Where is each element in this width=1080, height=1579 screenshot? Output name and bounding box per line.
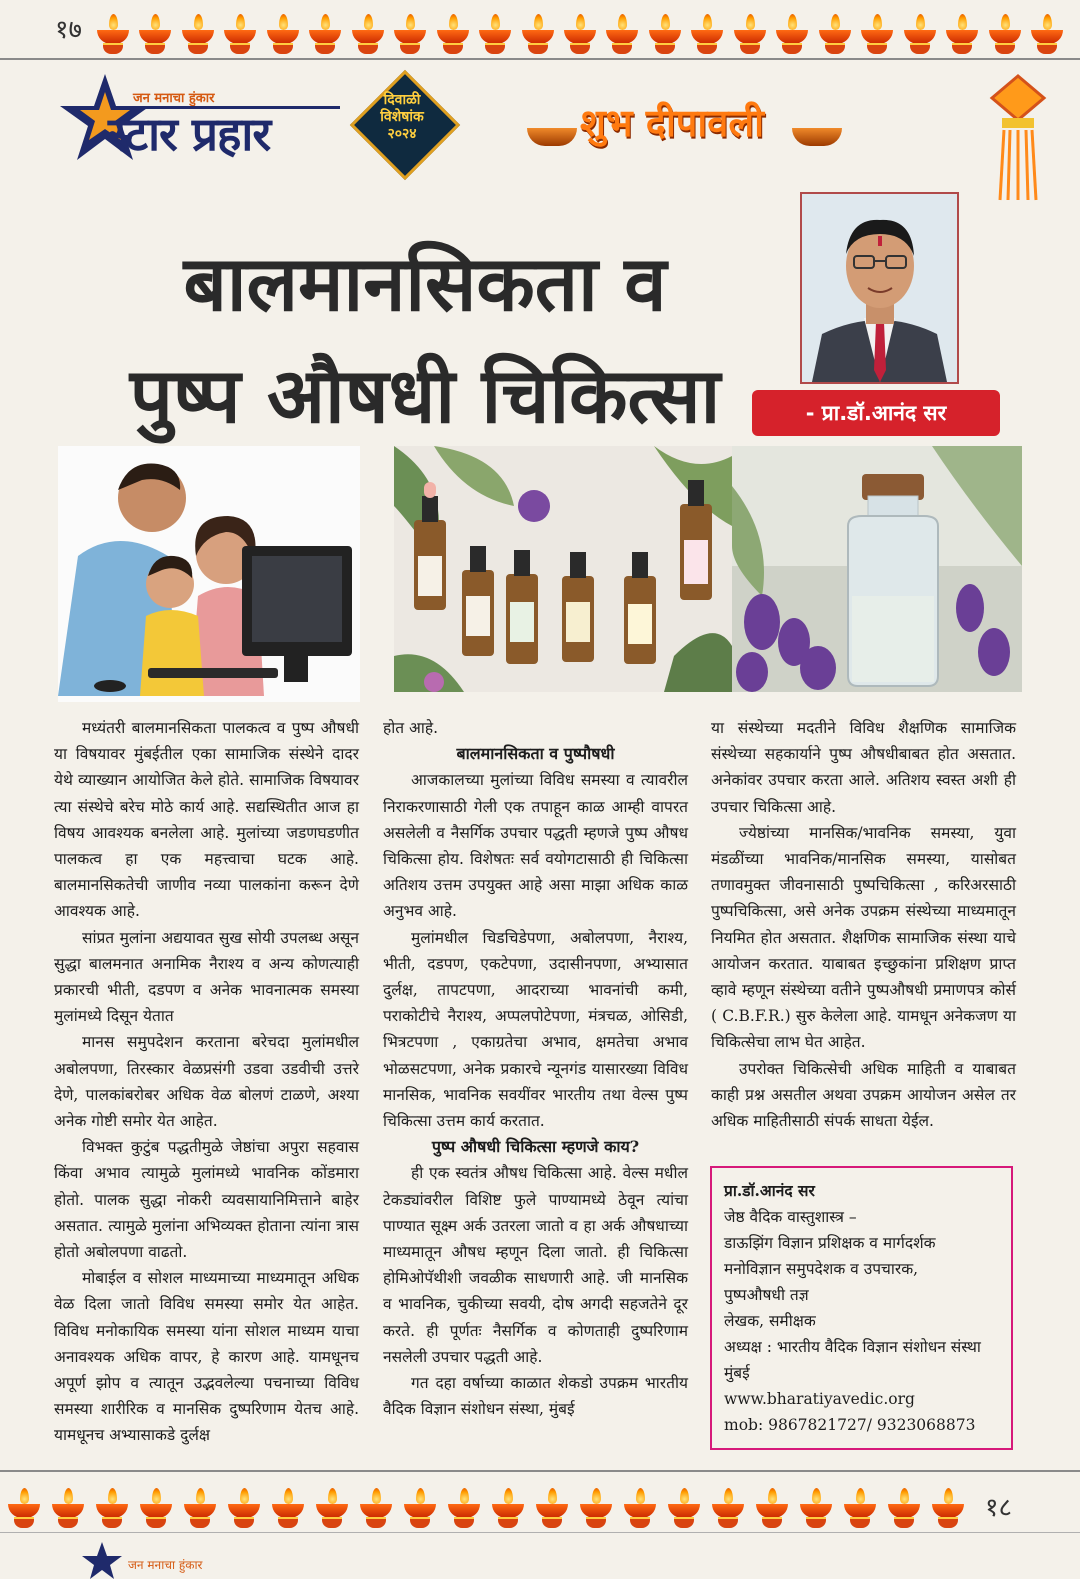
- headline-line-2: पुष्प औषधी चिकित्सा: [129, 351, 721, 440]
- diya-lamp-icon: [774, 12, 810, 56]
- info-box-phone: mob: 9867821727/ 9323068873: [724, 1416, 976, 1434]
- diya-right-icon: [792, 128, 842, 146]
- col2-paragraph: गत दहा वर्षाच्या काळात शेकडो उपक्रम भारतीय वैदिक विज्ञान संशोधन संस्था, मुंबई: [383, 1374, 688, 1419]
- info-box-line: लेखक, समीक्षक: [724, 1312, 816, 1330]
- greeting-title: शुभ दीपावली: [580, 101, 764, 145]
- article-column-3: [711, 715, 1016, 1134]
- badge-line-3: २०२४: [387, 126, 417, 142]
- col3-paragraph: उपरोक्त चिकित्सेची अधिक माहिती व याबाबत काही प्रश्न असतील अथवा उपक्रम आयोजन असेल तर अधिक माहितीसाठी संपर्क साधता येईल.: [711, 1059, 1016, 1131]
- diya-lamp-icon: [358, 1486, 394, 1530]
- bottom-edge-divider: [0, 1532, 1080, 1533]
- diya-lamp-icon: [307, 12, 343, 56]
- diya-lamp-icon: [50, 1486, 86, 1530]
- page-number-bottom: १८: [985, 1493, 1013, 1523]
- top-divider: [0, 58, 1080, 60]
- info-box-name: प्रा.डॉ.आनंद सर: [724, 1181, 815, 1200]
- col1-paragraph: मानस समुपदेशन करताना बरेचदा मुलांमधील अबोलपणा, तिरस्कार वेळप्रसंगी उडवा उडवीची उत्तरे देणे, पालकांबरोबर अधिक वेळ बोलणं टाळणे, अश्या अनेक गोष्टी समोर येत आहेत.: [54, 1033, 359, 1131]
- masthead-tagline: जन मनाचा हुंकार: [133, 91, 215, 106]
- diya-lamp-icon: [392, 12, 428, 56]
- diya-lamp-icon: [798, 1486, 834, 1530]
- diya-lamp-icon: [987, 12, 1023, 56]
- diya-lamp-icon: [578, 1486, 614, 1530]
- family-computer-photo: [58, 446, 360, 702]
- col2-paragraph: आजकालच्या मुलांच्या विविध समस्या व त्यावरील निराकरणासाठी गेली एक तपाहून काळ आम्ही वापरत असलेली व नैसर्गिक उपचार पद्धती म्हणजे पुष्प औषध चिकित्सा होय. विशेषतः सर्व वयोगटासाठी ही चिकित्सा अतिशय उत्तम उपयुक्त आहे असा माझा अधिक काळ अनुभव आहे.: [383, 771, 688, 921]
- article-headline: [105, 228, 745, 452]
- essential-oil-lavender-photo: [732, 446, 1022, 692]
- diya-lamp-icon: [732, 12, 768, 56]
- diya-lamp-icon: [944, 12, 980, 56]
- author-info-box: [710, 1166, 1013, 1450]
- diya-lamp-icon: [138, 1486, 174, 1530]
- col2-subheading-1: बालमानसिकता व पुष्पौषधी: [456, 744, 615, 764]
- diya-lamp-icon: [350, 12, 386, 56]
- diya-lamp-icon: [689, 12, 725, 56]
- diya-lamp-icon: [842, 1486, 878, 1530]
- badge-line-2: विशेषांक: [380, 109, 424, 125]
- diya-lamp-icon: [902, 12, 938, 56]
- diya-left-icon: [527, 128, 577, 146]
- diya-lamp-icon: [666, 1486, 702, 1530]
- col2-paragraph: मुलांमधील चिडचिडेपणा, अबोलपणा, नैराश्य, भीती, दडपण, एकटेपणा, उदासीनपणा, अभ्यासात दुर्लक्ष, तापटपणा, आदराच्या भावनांची कमी, पराकोटीचे नैराश्य, अप्पलपोटेपणा, मंत्रचळ, ओसिडी, भित्रटपणा , एकाग्रतेचा अभाव, क्षमतेचा अभाव भोळसटपणा, अनेक प्रकारचे न्यूनगंड यासारख्या विविध मानसिक, भावनिक सवयींवर भारतीय तथा वेल्स पुष्प चिकित्सा उत्तम कार्य करतात.: [383, 928, 688, 1131]
- info-box-line: अध्यक्ष : भारतीय वैदिक विज्ञान संशोधन संस्था मुंबई: [724, 1338, 981, 1382]
- info-box-website: www.bharatiyavedic.org: [724, 1390, 915, 1408]
- badge-line-1: दिवाळी: [383, 92, 421, 108]
- col2-subheading-2: पुष्प औषधी चिकित्सा म्हणजे काय?: [431, 1137, 640, 1157]
- diya-lamp-icon: [137, 12, 173, 56]
- col1-paragraph: मध्यंतरी बालमानसिकता पालकत्व व पुष्प औषधी या विषयावर मुंबईतील एका सामाजिक संस्थेने दादर येथे व्याख्यान आयोजित केले होते. सामाजिक विषयावर त्या संस्थेचे बरेच मोठे कार्य आहे. सद्यस्थितीत आज हा विषय आवश्यक बनलेला आहे. मुलांच्या जडणघडणीत पालकत्व हा एक महत्त्वाचा घटक आहे. बालमानसिकतेची जाणीव नव्या पालकांना करून देणे आवश्यक आहे.: [54, 719, 359, 921]
- diya-lamp-icon: [817, 12, 853, 56]
- diya-lamp-icon: [562, 12, 598, 56]
- lantern-icon: [988, 74, 1048, 204]
- bottom-divider: [0, 1470, 1080, 1472]
- col3-paragraph: ज्येष्ठांच्या मानसिक/भावनिक समस्या, युवा मंडळींच्या भावनिक/मानसिक समस्या, यासोबत तणावमुक्त जीवनासाठी पुष्पचिकित्सा , करिअरसाठी पुष्पचिकित्सा, असे अनेक उपक्रम संस्थेच्या माध्यमातून नियमित होत असतात. शैक्षणिक सामाजिक संस्था याचे आयोजन करतात. याबाबत इच्छुकांना प्रशिक्षण प्राप्त व्हावे म्हणून संस्थेच्या वतीने पुष्पऔषधी प्रमाणपत्र कोर्स ( C.B.F.R.) सुरु केलेला आहे. यामधून अनेकजण या चिकित्सेचा लाभ घेत आहेत.: [711, 823, 1016, 1052]
- diya-lamp-icon: [402, 1486, 438, 1530]
- col1-paragraph: मोबाईल व सोशल माध्यमाच्या माध्यमातून अधिक वेळ दिला जातो विविध समस्या समोर येत आहेत. विविध मनोकायिक समस्या यांना सोशल माध्यम याचा अनावश्यक अधिक वापर, हे कारण आहे. यामधूनच अपूर्ण झोप व त्यातून उद्भवलेल्या पचनाच्या विविध समस्या शारीरिक व मानसिक दुष्परिणाम येतच आहे. यामधूनच अभ्यासाकडे दुर्लक्ष: [54, 1269, 359, 1445]
- info-box-line: डाऊझिंग विज्ञान प्रशिक्षक व मार्गदर्शक: [724, 1234, 936, 1252]
- col1-paragraph: सांप्रत मुलांना अद्ययावत सुख सोयी उपलब्ध असून सुद्धा बालमनात अनामिक नैराश्य व अन्य कोणत्याही प्रकारची भीती, दडपण व अनेक भावनात्मक समस्या मुलांमध्ये दिसून येतात: [54, 928, 359, 1026]
- diya-lamp-icon: [754, 1486, 790, 1530]
- diya-lamp-icon: [265, 12, 301, 56]
- diya-lamp-icon: [226, 1486, 262, 1530]
- info-box-line: जेष्ठ वैदिक वास्तुशास्त्र –: [724, 1208, 857, 1226]
- headline-line-1: बालमानसिकता व: [183, 239, 667, 328]
- diya-lamp-icon: [95, 12, 131, 56]
- page-number-top: १७: [55, 15, 83, 45]
- diya-lamp-icon: [647, 12, 683, 56]
- next-page-masthead-tagline: जन मनाचा हुंकार: [128, 1558, 203, 1572]
- diya-lamp-icon: [270, 1486, 306, 1530]
- diya-lamp-icon: [477, 12, 513, 56]
- article-column-1: [54, 715, 359, 1449]
- flower-remedy-bottles-photo: [394, 446, 732, 692]
- diya-border-bottom: [6, 1480, 966, 1530]
- diya-lamp-icon: [886, 1486, 922, 1530]
- next-page-star-logo-icon: [82, 1540, 122, 1579]
- info-box-line: पुष्पऔषधी तज्ञ: [724, 1286, 809, 1304]
- col2-paragraph: ही एक स्वतंत्र औषध चिकित्सा आहे. वेल्स मधील टेकड्यांवरील विशिष्ट फुले पाण्यामध्ये ठेवून त्यांचा पाण्यात सूक्ष्म अर्क उतरला जातो व हा अर्क औषधाच्या माध्यमातून औषध म्हणून दिला जातो. ही चिकित्सा होमिओपॅथीशी जवळीक साधणारी आहे. जी मानसिक व भावनिक, चुकीच्या सवयी, दोष अगदी सहजतेने दूर करते. ही पूर्णतः नैसर्गिक व कोणताही दुष्परिणाम नसलेली उपचार पद्धती आहे.: [383, 1164, 688, 1366]
- diya-lamp-icon: [182, 1486, 218, 1530]
- info-box-line: मनोविज्ञान समुपदेशक व उपचारक,: [724, 1260, 919, 1278]
- diya-lamp-icon: [520, 12, 556, 56]
- diya-lamp-icon: [446, 1486, 482, 1530]
- author-byline: - प्रा.डॉ.आनंद सर: [752, 390, 1000, 436]
- diya-lamp-icon: [1029, 12, 1065, 56]
- diya-lamp-icon: [490, 1486, 526, 1530]
- masthead-name: स्टार प्रहार: [108, 107, 271, 161]
- article-column-2: [383, 715, 688, 1422]
- diya-lamp-icon: [435, 12, 471, 56]
- diya-lamp-icon: [859, 12, 895, 56]
- diya-lamp-icon: [180, 12, 216, 56]
- author-photo: [800, 192, 959, 384]
- diya-lamp-icon: [314, 1486, 350, 1530]
- diya-border-top: [95, 6, 1065, 56]
- diya-lamp-icon: [222, 12, 258, 56]
- special-issue-badge: [352, 72, 452, 172]
- col3-paragraph: या संस्थेच्या मदतीने विविध शैक्षणिक सामाजिक संस्थेच्या सहकार्याने पुष्प औषधीबाबत होत असतात. अनेकांवर उपचार करता आले. अतिशय स्वस्त अशी ही उपचार चिकित्सा आहे.: [711, 719, 1016, 816]
- diya-lamp-icon: [622, 1486, 658, 1530]
- diya-lamp-icon: [604, 12, 640, 56]
- diya-lamp-icon: [6, 1486, 42, 1530]
- diya-lamp-icon: [94, 1486, 130, 1530]
- diya-lamp-icon: [710, 1486, 746, 1530]
- diya-lamp-icon: [534, 1486, 570, 1530]
- col1-paragraph: विभक्त कुटुंब पद्धतीमुळे जेष्ठांचा अपुरा सहवास किंवा अभाव त्यामुळे मुलांमध्ये भावनिक कोंडमारा होतो. पालक सुद्धा नोकरी व्यवसायानिमित्ताने बाहेर असतात. त्यामुळे मुलांना अभिव्यक्त होताना त्यांना त्रास होतो अबोलपणा वाढतो.: [54, 1138, 359, 1262]
- col2-continuation: होत आहे.: [383, 719, 439, 737]
- diya-lamp-icon: [930, 1486, 966, 1530]
